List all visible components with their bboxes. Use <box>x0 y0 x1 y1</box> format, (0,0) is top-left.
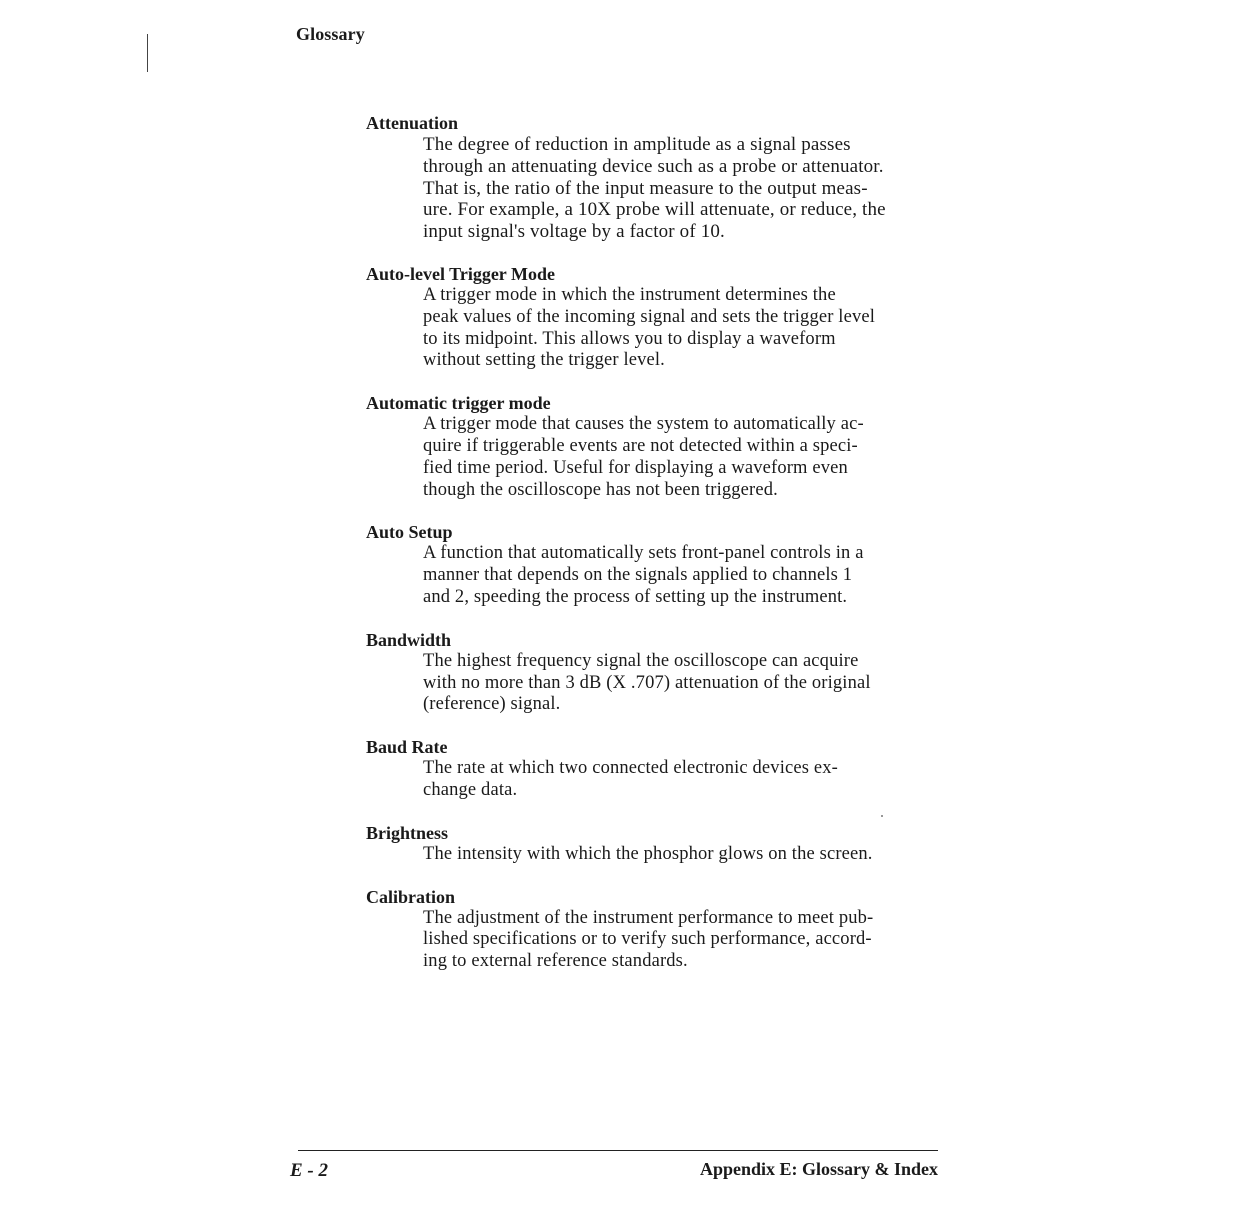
footer-section-title: Appendix E: Glossary & Index <box>699 1159 938 1179</box>
glossary-definition: The adjustment of the instrument performance to meet pub- lished specifications or to verify such performance, accord- ing to external reference standards. <box>423 907 874 972</box>
glossary-term: Brightness <box>366 822 449 843</box>
glossary-definition: The intensity with which the phosphor glows on the screen. <box>423 843 873 864</box>
glossary-definition: A function that automatically sets front-panel controls in a manner that depends on the signals applied to channels 1 and 2, speeding the process of setting up the instrument. <box>423 543 864 607</box>
glossary-entry <box>366 629 946 716</box>
glossary-entry <box>366 521 946 608</box>
glossary-entry <box>366 736 946 802</box>
glossary-list <box>366 112 946 993</box>
glossary-term: Baud Rate <box>366 737 448 758</box>
glossary-definition: The rate at which two connected electronic devices ex- change data. <box>423 758 838 800</box>
glossary-term: Automatic trigger mode <box>366 393 551 414</box>
footer-rule <box>298 1150 938 1151</box>
glossary-entry <box>366 822 946 866</box>
glossary-entry <box>366 263 946 372</box>
glossary-entry <box>366 392 946 501</box>
glossary-definition: A trigger mode that causes the system to automatically ac- quire if triggerable events are not detected within a speci- fied time period. Useful for displaying a waveform even though the oscilloscope has not been triggered. <box>423 414 864 500</box>
glossary-term: Bandwidth <box>366 629 452 650</box>
glossary-term: Attenuation <box>366 113 459 133</box>
glossary-entry <box>366 112 946 243</box>
glossary-definition: A trigger mode in which the instrument determines the peak values of the incoming signal and sets the trigger level to its midpoint. This allows you to display a waveform without setting the trigger level. <box>423 284 875 371</box>
glossary-entry <box>366 886 946 973</box>
glossary-term: Auto-level Trigger Mode <box>366 263 555 284</box>
margin-change-bar <box>147 34 148 72</box>
glossary-definition: The degree of reduction in amplitude as a signal passes through an attenuating device such as a probe or attenuator. That is, the ratio of the input measure to the output meas- ure. For example, a 10X probe will attenuate, or reduce, the input signal's voltage by a factor of 10. <box>423 134 886 243</box>
glossary-term: Auto Setup <box>366 522 453 543</box>
print-speck <box>881 815 883 817</box>
glossary-term: Calibration <box>366 886 456 907</box>
running-header: Glossary <box>296 24 365 44</box>
glossary-definition: The highest frequency signal the oscilloscope can acquire with no more than 3 dB (X .707) attenuation of the original (reference) signal. <box>423 650 871 715</box>
page-number: E - 2 <box>290 1160 328 1181</box>
